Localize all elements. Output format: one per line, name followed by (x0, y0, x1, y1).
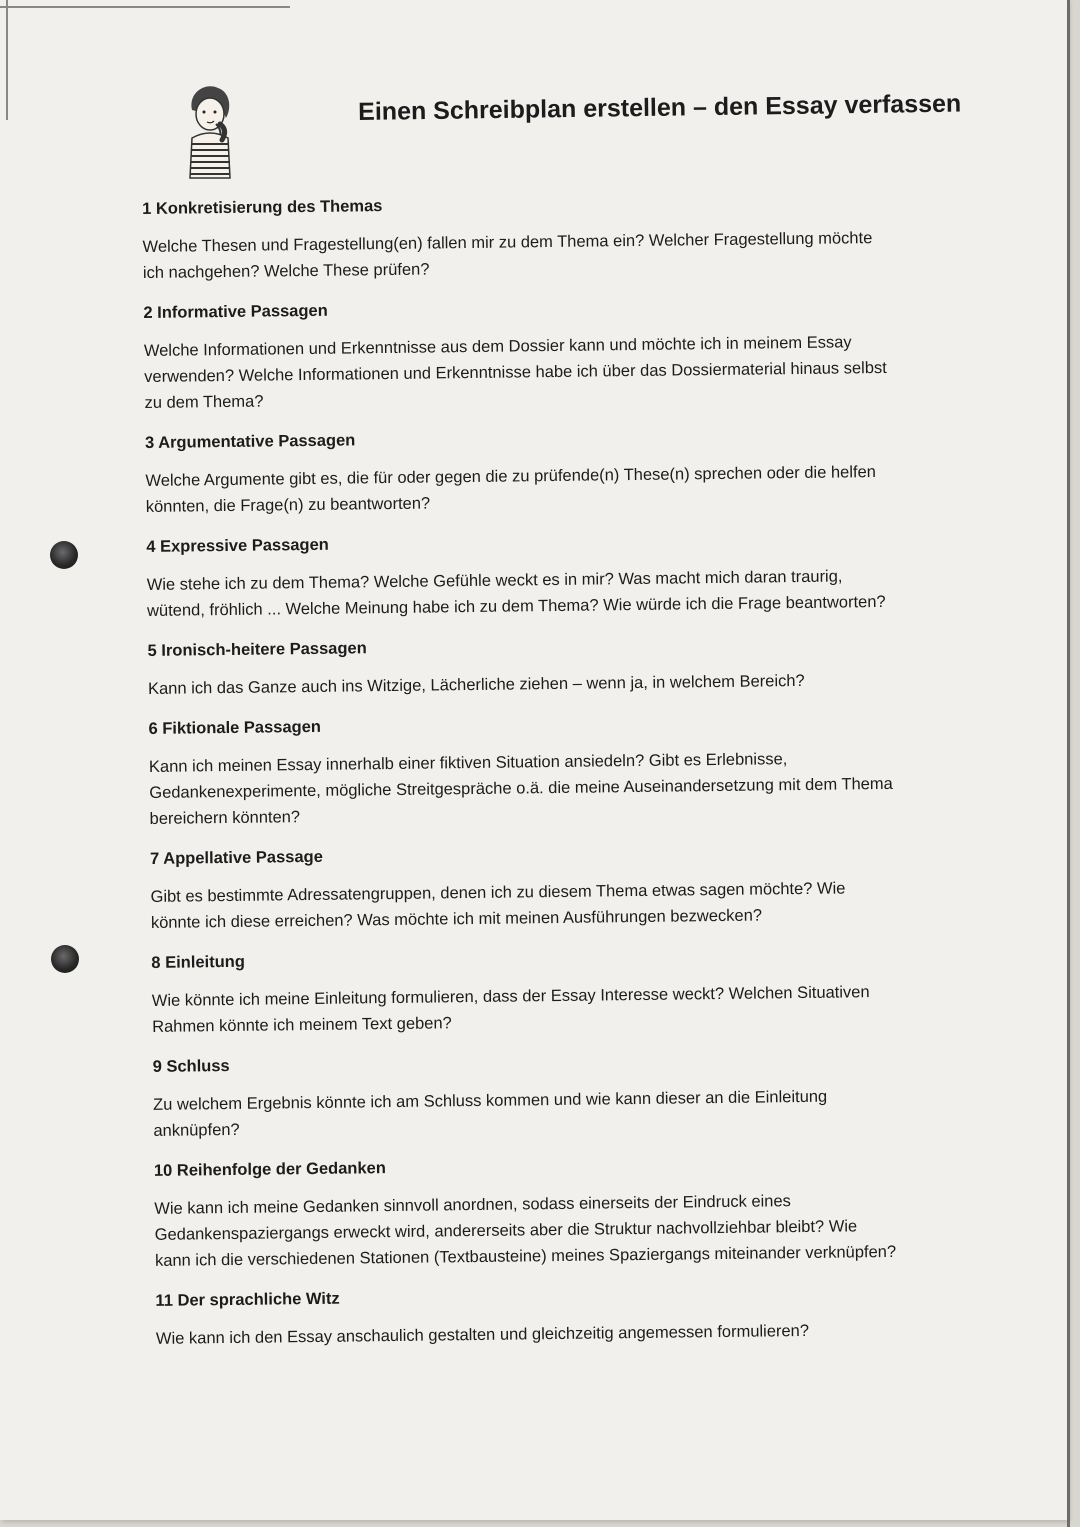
text-line: ich nachgehen? Welche These prüfen? (142, 260, 430, 282)
text-line: Gedankenspaziergangs erweckt wird, andererseits aber die Struktur nachvollziehbar bleibt? Wie (154, 1217, 858, 1244)
section-text (142, 224, 963, 286)
section-appellative (150, 836, 971, 936)
section-wit (155, 1278, 976, 1352)
punch-hole-top (50, 541, 78, 569)
paper-edge-left (6, 0, 8, 120)
section-text (145, 458, 966, 520)
text-line: Welche Informationen und Erkenntnisse aus dem Dossier kann und möchte ich in meinem Essay (143, 333, 852, 360)
section-heading: 7 Appellative Passage (149, 847, 323, 868)
section-text (148, 666, 968, 702)
text-line: zu dem Thema? (144, 392, 264, 412)
section-heading: 1 Konkretisierung des Themas (142, 197, 383, 218)
section-text (156, 1316, 976, 1352)
section-text (154, 1186, 975, 1274)
text-line: Gibt es bestimmte Adressatengruppen, denen ich zu diesem Thema etwas sagen möchte? Wie (150, 879, 846, 906)
text-line: Wie stehe ich zu dem Thema? Welche Gefühle weckt es in mir? Was macht mich daran traurig, (146, 567, 843, 594)
section-heading: 10 Reihenfolge der Gedanken (153, 1159, 386, 1180)
section-ironic (147, 628, 968, 702)
text-line: Wie kann ich meine Gedanken sinnvoll anordnen, sodass einerseits der Eindruck eines (154, 1192, 791, 1218)
text-line: bereichern könnten? (149, 808, 301, 828)
text-line: anknüpfen? (153, 1120, 240, 1140)
section-order (154, 1148, 975, 1274)
section-conclusion (152, 1044, 973, 1144)
section-text (152, 978, 973, 1040)
thinking-person-illustration (170, 78, 250, 182)
section-concretization (142, 186, 963, 286)
text-line: kann ich die verschiedenen Stationen (Textbausteine) meines Spaziergangs miteinander verknüpfen? (154, 1242, 897, 1270)
section-heading: 8 Einleitung (151, 952, 245, 972)
section-heading: 4 Expressive Passagen (146, 535, 329, 556)
text-line: Gedankenexperimente, mögliche Streitgespräche o.ä. die meine Auseinandersetzung mit dem Thema (149, 774, 893, 802)
text-line: könnte ich diese erreichen? Was möchte ich mit meinen Ausführungen bezwecken? (150, 906, 763, 932)
section-heading: 9 Schluss (152, 1056, 230, 1076)
text-line: Welche Argumente gibt es, die für oder gegen die zu prüfende(n) These(n) sprechen oder die helfen (145, 463, 876, 490)
section-heading: 2 Informative Passagen (143, 301, 328, 322)
text-line: wütend, fröhlich ... Welche Meinung habe ich zu dem Thema? Wie würde ich die Frage beantworten? (146, 592, 886, 620)
text-line: Kann ich meinen Essay innerhalb einer fiktiven Situation ansiedeln? Gibt es Erlebnisse, (148, 750, 788, 776)
text-line: Wie kann ich den Essay anschaulich gestalten und gleichzeitig angemessen formulieren? (155, 1321, 810, 1348)
text-line: Welche Thesen und Fragestellung(en) fallen mir zu dem Thema ein? Welcher Fragestellung möchte (142, 229, 873, 256)
section-introduction (151, 940, 972, 1040)
section-text (149, 744, 970, 832)
text-line: verwenden? Welche Informationen und Erkenntnisse habe ich über das Dossiermaterial hinaus selbst (144, 358, 887, 386)
section-argumentative (145, 420, 966, 520)
text-line: Zu welchem Ergebnis könnte ich am Schluss kommen und wie kann dieser an die Einleitung (152, 1087, 828, 1114)
question-list (142, 186, 976, 1366)
section-expressive (146, 524, 967, 624)
section-fictional (148, 706, 969, 832)
paper-edge-top (0, 6, 290, 8)
paper-edge-right (1067, 0, 1070, 1527)
punch-hole-bottom (51, 945, 79, 973)
page-title: Einen Schreibplan erstellen – den Essay verfassen (358, 89, 962, 126)
section-heading: 3 Argumentative Passagen (144, 431, 356, 452)
text-line: Rahmen könnte ich meinem Text geben? (152, 1014, 452, 1036)
section-text (150, 874, 971, 936)
section-informative (143, 290, 964, 416)
text-line: Kann ich das Ganze auch ins Witzige, Lächerliche ziehen – wenn ja, in welchem Bereich? (147, 671, 805, 698)
text-line: Wie könnte ich meine Einleitung formulieren, dass der Essay Interesse weckt? Welchen Situativen (151, 983, 870, 1010)
section-heading: 5 Ironisch-heitere Passagen (147, 639, 367, 660)
section-text (153, 1082, 974, 1144)
section-heading: 6 Fiktionale Passagen (148, 717, 322, 738)
section-text (144, 328, 965, 416)
text-line: könnten, die Frage(n) zu beantworten? (145, 494, 431, 516)
section-text (147, 562, 968, 624)
section-heading: 11 Der sprachliche Witz (155, 1289, 340, 1310)
